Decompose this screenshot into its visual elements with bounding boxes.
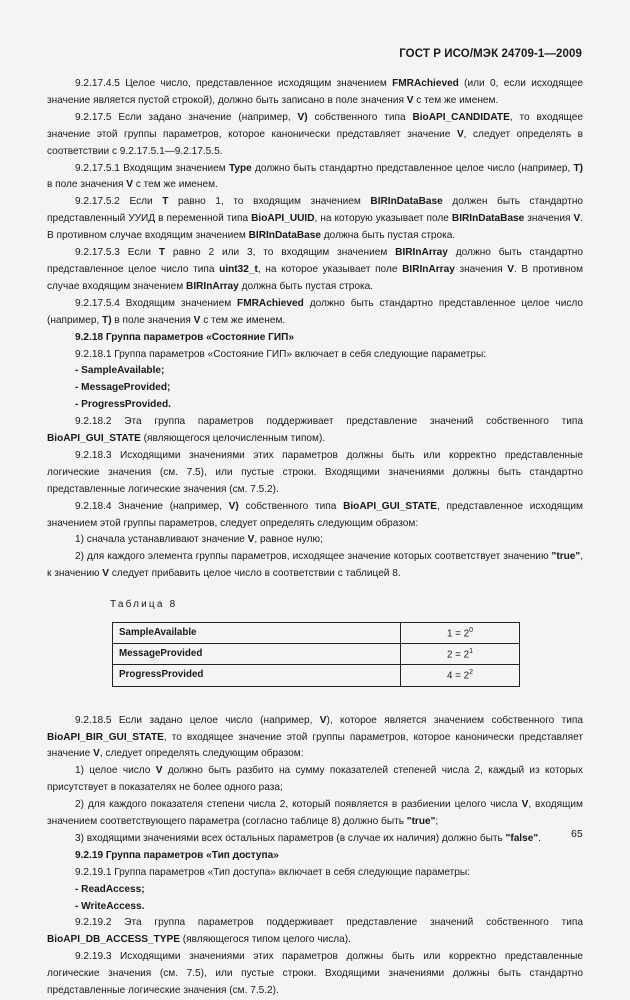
param-name-cell: SampleAvailable: [113, 623, 401, 644]
text-run: ;: [435, 816, 439, 828]
paragraph: [47, 330, 583, 347]
text-run: - ReadAccess;: [75, 883, 145, 895]
text-run: , представленное исходящим значением этой группы параметров, следует определять следующим образом:: [47, 500, 583, 529]
text-run: 9.2.19.1 Группа параметров «Тип доступа» включает в себя следующие параметры:: [75, 866, 470, 878]
text-run: 9.2.18.2 Эта группа параметров поддерживает представление значений собственного типа: [75, 416, 583, 428]
text-run: 9.2.17.4.5 Целое число, представленное исходящим значением: [75, 78, 393, 89]
value-cell: [401, 665, 520, 686]
text-run: 9.2.17.5.1 Входящим значением: [75, 162, 229, 174]
text-run: "true": [551, 551, 581, 563]
text-run: 9.2.19 Группа параметров «Тип доступа»: [75, 849, 279, 861]
table-8: [112, 622, 520, 687]
paragraph: [47, 448, 583, 499]
text-run: BioAPI_UUID: [251, 213, 315, 225]
text-run: следует прибавить целое число в соответствии с таблицей 8.: [109, 568, 401, 580]
text-run: V: [247, 534, 255, 546]
text-run: BioAPI_GUI_STATE: [343, 500, 437, 512]
text-run: - ProgressProvided.: [75, 399, 171, 411]
text-run: V: [406, 94, 414, 106]
paragraph: [47, 380, 583, 397]
text-run: BIRInArray: [186, 280, 239, 292]
text-run: 9.2.18.3 Исходящими значениями этих параметров должны быть или корректно представленные логические значения (см. 7.5), или пустые строки. Входящими значениями должны быть стандартно представленные логические значения (см. 7.5.2).: [47, 449, 583, 495]
text-run: BioAPI_GUI_STATE: [47, 433, 141, 445]
standard-header: ГОСТ Р ИСО/МЭК 24709-1—2009: [399, 48, 582, 60]
paragraph: [47, 831, 583, 848]
text-run: V: [155, 765, 163, 777]
paragraph: [47, 397, 583, 414]
text-run: V: [126, 179, 134, 191]
text-run: .: [538, 832, 541, 844]
text-run: значения: [454, 263, 508, 275]
text-run: 9.2.19.3 Исходящими значениями этих параметров должны быть или корректно представленные логические значения (см. 7.5), или пустые строки. Входящими значениями должны быть стандартно представленные логические значения (см. 7.5.2).: [47, 951, 583, 997]
text-run: BIRInArray: [402, 263, 455, 275]
text-run: должно быть стандартно представленное целое число (например,: [251, 162, 574, 174]
value-cell: [401, 644, 520, 665]
text-run: равно 2 или 3, то входящим значением: [165, 247, 396, 259]
text-run: равно 1, то входящим значением: [168, 196, 371, 208]
text-run: (являющегося типом целого числа).: [179, 934, 351, 946]
text-run: , равное нулю;: [254, 534, 323, 546]
text-run: V: [93, 748, 100, 760]
value-base: 4 = 2: [447, 670, 470, 682]
text-run: uint32_t: [219, 263, 258, 275]
text-run: V): [228, 500, 239, 512]
text-run: 9.2.17.5.3 Если: [75, 247, 159, 259]
paragraph: [47, 110, 583, 161]
text-run: , то входящее значение этой группы параметров, которое канонически представляет значение: [47, 111, 583, 140]
paragraph: [47, 296, 583, 330]
table-title: Таблица 8: [110, 599, 178, 611]
text-run: "false": [505, 832, 539, 844]
paragraph: [47, 347, 583, 364]
paragraph: [47, 245, 583, 296]
paragraphs-top: [47, 76, 583, 583]
text-run: должно быть разбито на сумму показателей степеней числа 2, каждый из которых присутствует в показателях не более одного раза;: [47, 765, 583, 794]
text-run: собственного типа: [307, 111, 413, 123]
text-run: 2) для каждого элемента группы параметров, исходящее значение которых соответствует значению: [75, 551, 552, 563]
text-run: - MessageProvided;: [75, 382, 171, 394]
text-run: ), которое является значением собственного типа: [326, 714, 583, 726]
paragraph: [47, 549, 583, 583]
text-run: 9.2.18.1 Группа параметров «Состояние ГИП» включает в себя следующие параметры:: [75, 348, 487, 360]
text-run: T: [158, 247, 165, 259]
text-run: V: [319, 714, 327, 726]
text-run: V: [102, 568, 110, 580]
table-row: [113, 644, 520, 665]
text-run: FMRAchieved: [237, 297, 304, 309]
text-run: - SampleAvailable;: [75, 365, 165, 377]
paragraph: [47, 499, 583, 533]
text-run: в поле значения: [47, 179, 127, 191]
text-run: BIRInDataBase: [248, 230, 321, 242]
text-run: 9.2.19.2 Эта группа параметров поддерживает представление значений собственного типа: [75, 917, 583, 929]
text-run: BioAPI_BIR_GUI_STATE: [47, 731, 164, 743]
paragraph: [47, 713, 583, 764]
paragraph: [47, 915, 583, 949]
text-run: , следует определять в соответствии с 9.2.17.5.1—9.2.17.5.5.: [47, 128, 583, 157]
text-run: BIRInDataBase: [370, 196, 443, 208]
text-run: , следует определять следующим образом:: [99, 748, 304, 760]
text-run: V: [456, 128, 464, 140]
value-cell: [401, 623, 520, 644]
text-run: - WriteAccess.: [75, 900, 145, 912]
value-base: 2 = 2: [447, 649, 470, 661]
text-run: должна быть пустая строка.: [320, 230, 456, 242]
value-exponent: 2: [469, 669, 473, 677]
paragraph: [47, 865, 583, 882]
text-run: V): [297, 111, 308, 123]
text-run: значения: [524, 213, 574, 225]
text-run: BIRInArray: [395, 247, 448, 259]
text-run: . В противном случае входящим значением: [47, 213, 584, 242]
text-run: BioAPI_DB_ACCESS_TYPE: [47, 934, 180, 946]
text-run: , то входящее значение этой группы параметров, которое канонически представляет значение: [47, 731, 583, 760]
text-run: 3) входящими значениями всех остальных параметров (в случае их наличия) должно быть: [75, 832, 506, 844]
text-run: (или 0, если исходящее значение является пустой строкой), должно быть записано в поле значения: [47, 78, 584, 106]
table-row: [113, 623, 520, 644]
param-name-cell: ProgressProvided: [113, 665, 401, 686]
text-run: 9.2.17.5.2 Если: [75, 196, 163, 208]
paragraph: [47, 763, 583, 797]
text-run: Type: [228, 162, 252, 174]
param-name-cell: MessageProvided: [113, 644, 401, 665]
paragraph: [47, 949, 583, 1000]
page-number: 65: [571, 828, 583, 840]
text-run: собственного типа: [238, 500, 344, 512]
text-run: T): [573, 162, 583, 174]
table-row: [113, 665, 520, 686]
text-run: BIRInDataBase: [451, 213, 525, 225]
text-run: T: [162, 196, 169, 208]
text-run: , на которую указывает поле: [314, 213, 452, 225]
text-run: "true": [406, 816, 436, 828]
text-run: 1) сначала устанавливают значение: [75, 534, 248, 546]
paragraph: [47, 414, 583, 448]
document-body: [47, 76, 583, 1000]
text-run: в поле значения: [111, 314, 194, 326]
paragraph: [47, 797, 583, 831]
text-run: должно быть стандартно представленное целое число типа: [47, 247, 583, 275]
value-exponent: 0: [469, 627, 473, 635]
value-exponent: 1: [469, 648, 473, 656]
text-run: , входящим значением соответствующего параметра (согласно таблице 8) должно быть: [47, 799, 583, 828]
text-run: должно быть стандартно представленное целое число (например,: [47, 297, 583, 326]
paragraph: [47, 532, 583, 549]
text-run: должна быть пустая строка.: [238, 280, 374, 292]
text-run: с тем же именем.: [200, 314, 286, 326]
text-run: 9.2.18.4 Значение (например,: [75, 500, 229, 512]
text-run: 9.2.18 Группа параметров «Состояние ГИП»: [75, 331, 295, 343]
text-run: , к значению: [47, 551, 583, 580]
paragraph: [47, 882, 583, 899]
paragraph: [47, 194, 583, 245]
text-run: V: [507, 263, 514, 275]
text-run: (являющегося целочисленным типом).: [140, 433, 326, 445]
text-run: 9.2.17.5 Если задано значение (например,: [75, 111, 298, 123]
text-run: V: [193, 314, 201, 326]
text-run: 9.2.18.5 Если задано целое число (например,: [75, 714, 320, 726]
text-run: 9.2.17.5.4 Входящим значением: [75, 297, 238, 309]
paragraph: [47, 161, 583, 195]
paragraphs-bottom: [47, 713, 583, 1000]
text-run: V: [573, 213, 581, 225]
paragraph: [47, 363, 583, 380]
text-run: , на которое указывает поле: [257, 263, 403, 275]
value-base: 1 = 2: [447, 628, 470, 640]
text-run: V: [521, 799, 529, 811]
text-run: FMRAchieved: [392, 78, 459, 89]
paragraph: [47, 76, 583, 110]
text-run: . В противном случае входящим значением: [47, 263, 584, 292]
text-run: с тем же именем.: [413, 94, 499, 106]
text-run: 1) целое число: [75, 765, 156, 777]
text-run: BioAPI_CANDIDATE: [412, 111, 510, 123]
text-run: 2) для каждого показателя степени числа 2, который появляется в разбиении целого числа: [75, 799, 522, 811]
text-run: с тем же именем.: [133, 179, 218, 191]
text-run: должен быть стандартно представленный УУИД в переменной типа: [47, 196, 584, 225]
text-run: T): [102, 314, 112, 326]
paragraph: [47, 848, 583, 865]
